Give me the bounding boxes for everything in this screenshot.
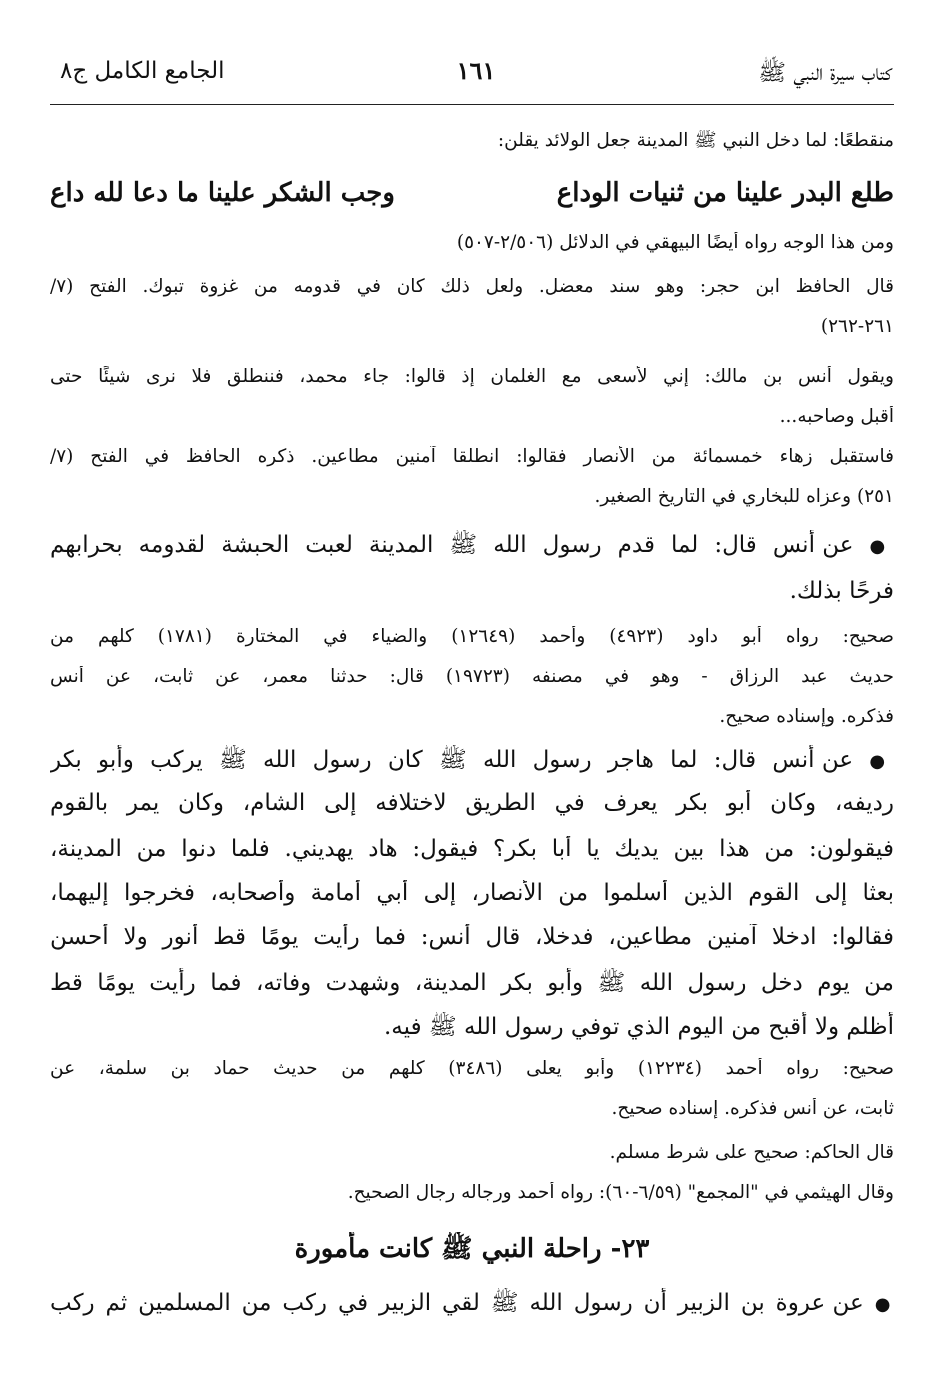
- section-heading: ٢٣- راحلة النبي ﷺ كانت مأمورة: [294, 1234, 650, 1264]
- text-line: قال الحافظ ابن حجر: وهو سند معضل. ولعل ذلك كان في قدومه من غزوة تبوك. الفتح (٧/: [50, 276, 894, 297]
- hadith-line: [50, 1288, 894, 1322]
- hadith-text: عن أنس قال: لما قدم رسول الله ﷺ المدينة لعبت الحبشة لقدومه بحرابهم: [50, 532, 854, 558]
- text-line: منقطعًا: لما دخل النبي ﷺ المدينة جعل الولائد يقلن:: [497, 130, 894, 151]
- hadith-text: عن أنس قال: لما هاجر رسول الله ﷺ كان رسول الله ﷺ يركب وأبو بكر: [50, 747, 854, 773]
- hadith-text: عن عروة بن الزبير أن رسول الله ﷺ لقي الزبير في ركب من المسلمين ثم ركب: [50, 1290, 864, 1316]
- header-rule: [50, 104, 894, 105]
- text-line: فاستقبل زهاء خمسمائة من الأنصار فقالوا: انطلقا آمنين مطاعين. ذكره الحافظ في الفتح (٧/: [50, 446, 894, 467]
- hadith-line: فيقولون: من هذا بين يديك يا أبا بكر؟ فيقول: هاد يهديني. فلما دنوا من المدينة،: [50, 836, 894, 862]
- text-line: ٢٥١) وعزاه للبخاري في التاريخ الصغير.: [594, 486, 894, 507]
- text-line: حديث عبد الرزاق - وهو في مصنفه (١٩٧٢٣) قال: حدثنا معمر، عن ثابت، عن أنس: [50, 666, 894, 687]
- text-line: فذكره. وإسناده صحيح.: [719, 706, 894, 727]
- hadith-line: [50, 530, 894, 564]
- text-line: صحيح: رواه أبو داود (٤٩٢٣) وأحمد (١٢٦٤٩) والضياء في المختارة (١٧٨١) كلهم من: [50, 626, 894, 647]
- hadith-line: أظلم ولا أقبح من اليوم الذي توفي رسول الله ﷺ فيه.: [383, 1014, 894, 1040]
- bullet-icon: ●: [869, 751, 894, 772]
- series-title: الجامع الكامل ج٨: [60, 58, 225, 84]
- poem-verse: [50, 178, 894, 218]
- text-line: ومن هذا الوجه رواه أيضًا البيهقي في الدلائل (٢/٥٠٦-٥٠٧): [456, 232, 894, 253]
- poem-hemistich-2: وجب الشكر علينا ما دعا لله داع: [50, 178, 395, 208]
- hadith-line: فرحًا بذلك.: [789, 578, 894, 604]
- hadith-line: بعثا إلى القوم الذين أسلموا من الأنصار، إلى أبي أمامة وأصحابه، فخرجوا إليهما،: [50, 880, 894, 906]
- hadith-line: فقالوا: ادخلا آمنين مطاعين، فدخلا، قال أنس: فما رأيت يومًا قط أنور ولا أحسن: [50, 924, 894, 950]
- poem-hemistich-1: طلع البدر علينا من ثنيات الوداع: [556, 178, 894, 208]
- hadith-line: [50, 745, 894, 779]
- page-number: ١٦١: [456, 56, 496, 85]
- text-line: ويقول أنس بن مالك: إني لأسعى مع الغلمان إذ قالوا: جاء محمد، فننطلق فلا نرى شيئًا حتى: [50, 366, 894, 387]
- bullet-icon: ●: [869, 536, 894, 557]
- hadith-line: رديفه، وكان أبو بكر يعرف في الطريق لاختلافه إلى الشام، وكان يمر بالقوم: [50, 790, 894, 816]
- bullet-icon: ●: [874, 1294, 894, 1315]
- text-line: صحيح: رواه أحمد (١٢٢٣٤) وأبو يعلى (٣٤٨٦) كلهم من حديث حماد بن سلمة، عن: [50, 1058, 894, 1079]
- hadith-line: من يوم دخل رسول الله ﷺ وأبو بكر المدينة، وشهدت وفاته، فما رأيت يومًا قط: [50, 970, 894, 996]
- text-line: قال الحاكم: صحيح على شرط مسلم.: [609, 1142, 894, 1163]
- text-line: ٢٦١-٢٦٢): [820, 316, 894, 337]
- text-line: ثابت، عن أنس فذكره. إسناده صحيح.: [611, 1098, 894, 1119]
- text-line: أقبل وصاحبه...: [779, 406, 894, 427]
- text-line: وقال الهيثمي في "المجمع" (٦/٥٩-٦٠): رواه أحمد ورجاله رجال الصحيح.: [347, 1182, 894, 1203]
- book-title: كتاب سيرة النبي ﷺ: [758, 60, 892, 86]
- page-header: [60, 52, 892, 100]
